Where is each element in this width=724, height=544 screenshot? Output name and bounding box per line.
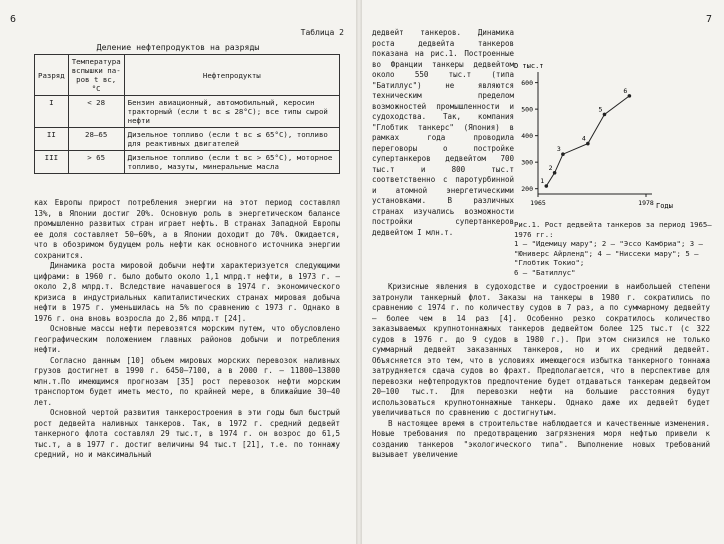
left-body-text (34, 198, 340, 461)
paragraph: В настоящее время в строительстве наблюдается и качественные изменения. Новые требования по предотвращению загрязнения моря нефтью привели к созданию танкеров "экологического типа". Выполнение новых требований вызывает увеличение (372, 418, 710, 459)
cell-rank: III (35, 151, 69, 174)
point-label: 1 (540, 177, 545, 186)
y-axis-label: D тыс.т (514, 62, 544, 70)
table-row (35, 151, 340, 174)
header-products: Нефтепродукты (124, 55, 339, 96)
caption-line: 1 – "Идемицу мару"; 2 – "Эссо Камбриа"; 3 – "Юниверс Айрленд"; 4 – "Ниссеки мару"; 5 – "Глобтик Токио"; (514, 239, 703, 267)
deadweight-chart (506, 58, 686, 212)
y-tick-label: 500 (521, 105, 533, 114)
data-point (553, 171, 557, 175)
paragraph: Кризисные явления в судоходстве и судостроении в наибольшей степени затронули танкерный флот. Заказы на танкеры в 1980 г. сократились по сравнению с 1974 г. по количеству судов в 7 раз, а по суммарному дедвейту – более чем в 14 раз [4]. Особенно резко сократилось количество заказываемых крупнотоннажных танкеров дедвейтом более 125 тыс.т (с 322 судов в 1976 г. до 9 судов в 1980 г.). При этом снизился не только суммарный дедвейт заказанных танкеров, но и их средний дедвейт. Объясняется это тем, что в условиях имеющегося избытка танкерного тоннажа затрудняется сдача судов во фрахт. Предполагается, что в перспективе для перевозки нефтепродуктов предпочтение будет отдаваться танкерам дедвейтом 20–100 тыс.т. Для перевозки нефти на большие расстояния будут использоваться крупнотоннажные танкеры. Однако даже их дедвейт будет увеличиваться по сравнению с достигнутым. (372, 282, 710, 417)
cell-products: Дизельное топливо (если t вс > 65°С), моторное топливо, мазуты, минеральные масла (124, 151, 339, 174)
page-number-left: 6 (10, 14, 17, 25)
figure-caption (514, 220, 714, 277)
y-tick-label: 600 (521, 79, 533, 88)
y-tick-label: 400 (521, 132, 533, 141)
point-label: 2 (548, 163, 553, 172)
series-line (546, 96, 629, 186)
table-row (35, 128, 340, 151)
data-point (545, 184, 549, 188)
paragraph: ках Европы прирост потребления энергии на этот период составлял 13%, в Японии достиг 20%. Основную роль в энергетическом балансе промышленно развитых стран играет нефть. В странах Западной Европы ее доля составляет 50–60%, а в Японии доходит до 70%. Ожидается, что в обозримом будущем роль нефти как основного источника энергии сохранится. (34, 198, 340, 260)
header-rank: Разряд (35, 55, 69, 96)
cell-temp: < 28 (68, 96, 124, 128)
point-label: 6 (623, 86, 628, 95)
data-point (586, 142, 590, 146)
page-number-right: 7 (705, 14, 712, 25)
data-point (628, 94, 632, 98)
paragraph: Согласно данным [10] объем мировых морских перевозок наливных грузов достигнет в 1990 г. 6450–7100, а в 2000 г. – 11800–13800 млн.т.По имеющимся прогнозам [35] рост перевозок нефти морским транспортом будет иметь место, по крайней мере, в ближайшие 30–40 лет. (34, 355, 340, 407)
cell-rank: I (35, 96, 69, 128)
table-title: Деление нефтепродуктов на разряды (96, 42, 260, 52)
x-tick-label: 1965 (530, 199, 546, 207)
x-axis-label: Годы (656, 202, 673, 210)
left-page (0, 0, 356, 544)
y-tick-label: 300 (521, 158, 533, 167)
petroleum-table (34, 54, 340, 174)
cell-temp: 28–65 (68, 128, 124, 151)
paragraph: Динамика роста мировой добычи нефти характеризуется следующими цифрами: в 1960 г. было добыто около 1,1 млрд.т нефти, в 1973 г. – около 2,8 млрд.т. Вследствие начавшегося в 1974 г. экономического кризиса в индустриальных капиталистических странах мировая добыча нефти в 1975 г. уменьшилась на 5% по сравнению с 1973 г. Однако в 1976 г. она вновь возросла до 2,86 млрд.т [24]. (34, 261, 340, 323)
data-point (603, 113, 607, 117)
table-header-row (35, 55, 340, 96)
y-tick-label: 200 (521, 185, 533, 194)
data-point (561, 152, 565, 156)
caption-line: 6 – "Батиллус" (514, 267, 576, 277)
paragraph: Основные массы нефти перевозятся морским путем, что обусловлено географическим положением главных районов добычи и потребления нефти. (34, 324, 340, 354)
table-label: Таблица 2 (300, 28, 344, 37)
cell-products: Дизельное топливо (если t вс ≤ 65°С), топливо для реактивных двигателей (124, 128, 339, 151)
caption-line: Рис.1. Рост дедвейта танкеров за период 1965–1976 гг.: (514, 220, 712, 239)
paragraph: Основной чертой развития танкеростроения в эти годы был быстрый рост дедвейта наливных танкеров. Так, в 1972 г. средний дедвейт танкерного флота составлял 29 тыс.т, в 1974 г. он возрос до 61,5 тыс.т, а в 1977 г. достиг величины 94 тыс.т [21], т.е. по тоннажу средний, но и максимальный (34, 408, 340, 459)
point-label: 3 (556, 145, 561, 154)
right-body-text (372, 282, 710, 461)
right-intro-text (372, 28, 514, 238)
cell-rank: II (35, 128, 69, 151)
cell-temp: > 65 (68, 151, 124, 174)
table-row (35, 96, 340, 128)
header-temp: Температура вспышки па- ров t вс, °С (68, 55, 124, 96)
cell-products: Бензин авиационный, автомобильный, керосин тракторный (если t вс ≤ 28°С); все типы сырой нефти (124, 96, 339, 128)
point-label: 4 (581, 134, 586, 143)
paragraph: дедвейт танкеров. Динамика роста дедвейта танкеров показана на рис.1. Построенные во Франции танкеры дедвейтом около 550 тыс.т (типа "Батиллус") не являются техническим пределом возможностей промышленности и судоходства. Так, компания "Глобтик танкерс" (Япония) в рамках года проводила переговоры о постройке супертанкеров дедвейтом 700 тыс.т и 800 тыс.т соответственно с паротурбинной и атомной энергетическими установками. В различных странах изучались возможности постройки супертанкеров дедвейтом I млн.т. (372, 28, 514, 237)
x-tick-label: 1978 (638, 199, 654, 207)
point-label: 5 (598, 105, 603, 114)
